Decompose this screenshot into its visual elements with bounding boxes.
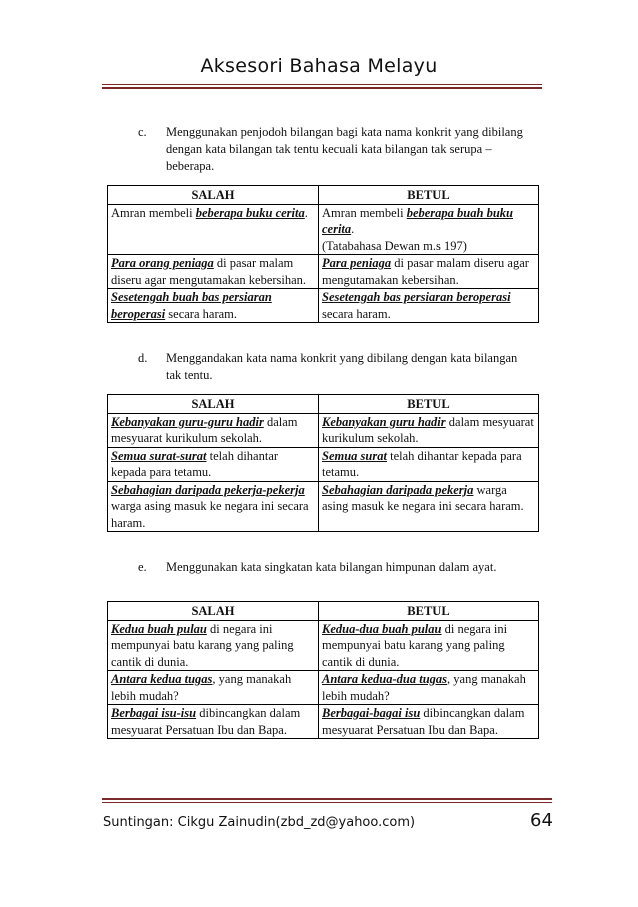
betul-cell [319, 447, 539, 481]
betul-cell [319, 204, 539, 255]
cell-text: dibincangkan dalam mesyuarat Persatuan Ibu dan Bapa. [111, 706, 301, 737]
header-salah: SALAH [108, 186, 319, 205]
cell-text: , yang manakah lebih mudah? [111, 672, 292, 703]
footer-rule-thick [102, 798, 552, 800]
betul-cell [319, 289, 539, 323]
table-row [108, 413, 539, 447]
cell-text: warga asing masuk ke negara ini secara haram. [322, 482, 524, 513]
comparison-table-c [107, 185, 539, 323]
betul-cell [319, 481, 539, 532]
emphasized-phrase: Kedua-dua buah pulau [322, 621, 442, 636]
betul-cell [319, 255, 539, 289]
emphasized-phrase: Semua surat-surat [111, 448, 207, 463]
table-row [108, 447, 539, 481]
betul-cell [319, 413, 539, 447]
emphasized-phrase: beberapa buah buku cerita [322, 205, 513, 236]
salah-cell [108, 447, 319, 481]
cell-text: di negara ini mempunyai batu karang yang paling cantik di dunia. [111, 621, 294, 669]
header-rule [102, 84, 542, 85]
salah-cell [108, 671, 319, 705]
cell-text: Amran membeli [111, 205, 196, 220]
salah-cell [108, 255, 319, 289]
cell-text: dalam mesyuarat kurikulum sekolah. [322, 414, 534, 445]
section-c [138, 124, 528, 175]
cell-text: . [351, 222, 355, 236]
table-row [108, 620, 539, 671]
salah-cell [108, 705, 319, 739]
emphasized-phrase: Para peniaga [322, 256, 392, 270]
section-text: Menggunakan penjodoh bilangan bagi kata nama konkrit yang dibilang dengan kata bilangan tak tentu kecuali kata bilangan tak serupa – beberapa. [166, 125, 523, 173]
cell-text: telah dihantar kepada para tetamu. [322, 448, 522, 479]
emphasized-phrase: Antara kedua-dua tugas [322, 672, 448, 686]
table-row [108, 671, 539, 705]
emphasized-phrase: Sesetengah bas persiaran beroperasi [322, 290, 511, 304]
cell-text: , yang manakah lebih mudah? [322, 672, 526, 703]
table-row [108, 481, 539, 532]
header-rule-thick [102, 87, 542, 89]
emphasized-phrase: Kebanyakan guru hadir [322, 414, 446, 429]
emphasized-phrase: Berbagai isu-isu [111, 706, 197, 720]
emphasized-phrase: Sebahagian daripada pekerja [322, 482, 474, 497]
footer-credit: Suntingan: Cikgu Zainudin(zbd_zd@yahoo.com) [103, 815, 416, 830]
comparison-table-e [107, 601, 539, 739]
table-row [108, 255, 539, 289]
cell-text: dalam mesyuarat kurikulum sekolah. [111, 414, 298, 445]
header-betul: BETUL [319, 602, 539, 621]
cell-text: dibincangkan dalam mesyuarat Persatuan Ibu dan Bapa. [322, 706, 525, 737]
table-row [108, 705, 539, 739]
emphasized-phrase: Semua surat [322, 448, 387, 463]
table-row [108, 204, 539, 255]
header-salah: SALAH [108, 395, 319, 414]
footer-rule [102, 802, 552, 803]
section-letter: c. [138, 125, 147, 139]
salah-cell [108, 413, 319, 447]
emphasized-phrase: Berbagai-bagai isu [322, 706, 421, 720]
emphasized-phrase: Kebanyakan guru-guru hadir [111, 414, 264, 429]
cell-text: secara haram. [322, 306, 391, 321]
section-text: Menggandakan kata nama konkrit yang dibilang dengan kata bilangan tak tentu. [166, 351, 518, 382]
cell-text: di negara ini mempunyai batu karang yang paling cantik di dunia. [322, 621, 508, 669]
emphasized-phrase: beberapa buku cerita [195, 205, 305, 220]
betul-cell [319, 705, 539, 739]
cell-text: di pasar malam diseru agar mengutamakan kebersihan. [111, 256, 307, 287]
emphasized-phrase: Antara kedua tugas [111, 672, 213, 686]
emphasized-phrase: Para orang peniaga [111, 256, 214, 270]
table-row [108, 289, 539, 323]
section-letter: e. [138, 560, 147, 574]
cell-text: di pasar malam diseru agar mengutamakan kebersihan. [322, 256, 529, 287]
section-e [138, 559, 528, 576]
header-betul: BETUL [319, 186, 539, 205]
emphasized-phrase: Kedua buah pulau [111, 621, 207, 636]
emphasized-phrase: Sebahagian daripada pekerja-pekerja [111, 482, 305, 497]
cell-text: Amran membeli [322, 205, 407, 220]
salah-cell [108, 204, 319, 255]
salah-cell [108, 481, 319, 532]
page-header-title: Aksesori Bahasa Melayu [200, 55, 438, 77]
salah-cell [108, 289, 319, 323]
section-text: Menggunakan kata singkatan kata bilangan himpunan dalam ayat. [166, 560, 497, 574]
cell-text: warga asing masuk ke negara ini secara haram. [111, 499, 309, 530]
header-salah: SALAH [108, 602, 319, 621]
betul-cell [319, 620, 539, 671]
emphasized-phrase: Sesetengah buah bas persiaran beroperasi [111, 290, 272, 321]
cell-text: telah dihantar kepada para tetamu. [111, 448, 279, 479]
salah-cell [108, 620, 319, 671]
betul-cell [319, 671, 539, 705]
section-d [138, 350, 528, 384]
header-betul: BETUL [319, 395, 539, 414]
section-letter: d. [138, 351, 148, 365]
cell-text: (Tatabahasa Dewan m.s 197) [322, 238, 467, 253]
cell-text: secara haram. [165, 306, 237, 321]
comparison-table-d [107, 394, 539, 532]
cell-text: . [304, 205, 308, 220]
page-number: 64 [530, 810, 553, 831]
